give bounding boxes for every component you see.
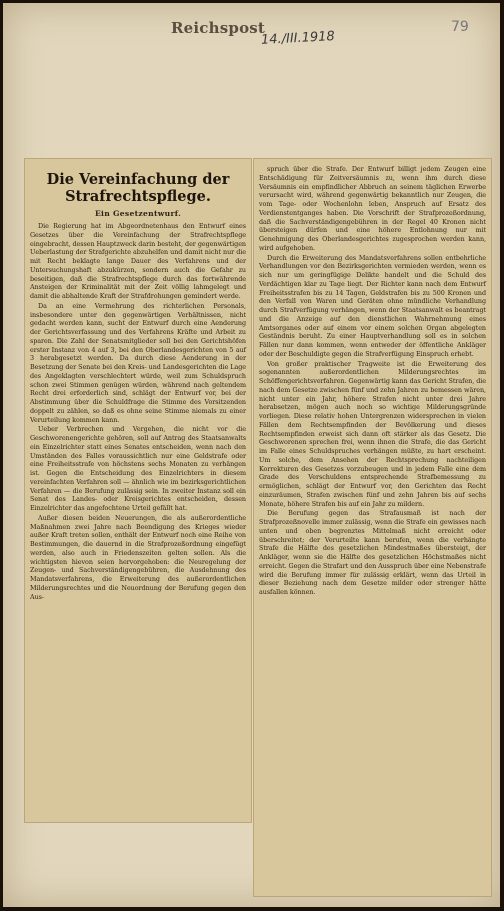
paragraph: spruch über die Strafe. Der Entwurf billigt jedem Zeugen eine Entschädigung für Zeitversäumnis zu, wenn ihm durch diese Versäumnis ein empfindlicher Abbruch an seinem täglichen Erwerbe verursacht wird, während gegenwärtig bekanntlich nur Zeugen, die vom Tage- oder Wochenlohn leben, Anspruch auf Ersatz des Verdienstentganges haben. Die Vorschrift der Strafprozeßordnung, daß die Sachverständigengebühren in der Regel 40 Kronen nicht übersteigen dürfen und eine höhere Entlohnung nur mit Genehmigung des Oberlandesgerichtes zugesprochen werden kann, wird aufgehoben. <box>259 165 486 252</box>
paragraph: Da an eine Vermehrung des richterlichen Personals, insbesondere unter den gegenwärtigen Verhältnissen, nicht gedacht werden kann, sucht der Entwurf durch eine Aenderung der Gerichtsverfassung und des Verfahrens Kräfte und Arbeit zu sparen. Die Zahl der Senatsmitglieder soll bei den Gerichtshöfen erster Instanz von 4 auf 3, bei den Oberlandesgerichten von 5 auf 3 herabgesetzt werden. Da durch diese Aenderung in der Besetzung der Senate bei den Kreis- und Landesgerichten die Lage des Angeklagten verschlechtert würde, weil zum Schuldspruch schon zwei Stimmen genügen würden, während nach geltendem Recht drei erforderlich sind, schlägt der Entwurf vor, bei der Abstimmung über die Schuldfrage die Stimme des Vorsitzenden doppelt zu zählen, so daß es ohne seine Stimme niemals zu einer Verurteilung kommen kann. <box>30 301 246 424</box>
clipping-right-column <box>254 159 491 896</box>
article-subtitle: Ein Gesetzentwurf. <box>94 209 182 218</box>
paragraph: Außer diesen beiden Neuerungen, die als außerordentliche Maßnahmen zwei Jahre nach Beendigung des Krieges wieder außer Kraft treten sollen, enthält der Entwurf noch eine Reihe von Bestimmungen, die dauernd in die Strafprozeßordnung eingefügt werden, also auch in Friedenszeiten gelten sollen. Als die wichtigsten hievon seien hervorgehoben: die Neuregelung der Zeugen- und Sachverständigengebühren, die Ausdehnung des Mandatsverfahrens, die Erweiterung des außerordentlichen Milderungsrechtes und die Neuordnung der Berufung gegen den Aus- <box>30 513 246 601</box>
left-column-text <box>25 222 251 601</box>
newspaper-masthead: Reichspost <box>171 19 266 37</box>
article-title: Die Vereinfachung der Strafrechtspflege. <box>46 171 230 205</box>
paragraph: Die Regierung hat im Abgeordnetenhaus den Entwurf eines Gesetzes über die Vereinfachung der Strafrechtspflege eingebracht, dessen Hauptzweck darin besteht, der gegenwärtigen Ueberlastung der Strafgerichte abzuhelfen und damit nicht nur die mit Recht beklagte lange Dauer des Verfahrens und der Untersuchungshaft abzukürzen, sondern auch die Gefahr zu beseitigen, daß die Strafrechtspflege durch das fortwährende Ansteigen der Kriminalität mit der Zeit völlig lahmgelegt und damit die abhaltende Kraft der Strafdrohungen gemindert werde. <box>30 222 246 300</box>
paragraph: Ueber Verbrechen und Vergehen, die nicht vor die Geschworenengerichte gehören, soll auf Antrag des Staatsanwalts ein Einzelrichter statt eines Senates entscheiden, wenn nach den Umständen des Falles voraussichtlich nur eine Geldstrafe oder eine Freiheitsstrafe von höchstens sechs Monaten zu verhängen ist. Gegen die Entscheidung des Einzelrichters in diesem vereinfachten Verfahren soll — ähnlich wie im bezirksgerichtlichen Verfahren — die Berufung zulässig sein. In zweiter Instanz soll ein Senat des Landes- oder Kreisgerichtes entscheiden, dessen Einzelrichter das angefochtene Urteil gefällt hat. <box>30 425 246 512</box>
handwritten-date: 14./III.1918 <box>260 29 336 48</box>
paragraph: Von großer praktischer Tragweite ist die Erweiterung des sogenannten außerordentlichen Milderungsrechtes im Schöffengerichtsverfahren. Gegenwärtig kann das Gericht Strafen, die nach dem Gesetze zwischen fünf und zehn Jahren zu bemessen wären, nicht unter ein Jahr, höhere Strafen nicht unter drei Jahre herabsetzen, mögen auch noch so wichtige Milderungsgründe vorliegen. Diese relativ hohen Untergrenzen widersprechen in vielen Fällen dem Rechtsempfinden der Bevölkerung und dieses Rechtsempfinden erweist sich dann oft stärker als das Gesetz. Die Geschworenen sprechen frei, wenn ihnen die Strafe, die das Gericht im Falle eines Schuldspruches verhängen müßte, zu hart erscheint. Um solche, dem Ansehen der Rechtsprechung nachteiligen Korrekturen des Gesetzes vorzubeugen und in jedem Falle eine dem Grade des Verschuldens entsprechende Strafbemessung zu ermöglichen, schlägt der Entwurf vor, den Gerichten das Recht einzuräumen, Strafen zwischen fünf und zehn Jahren bis auf sechs Monate, höhere Strafen bis auf ein Jahr zu mildern. <box>259 359 486 508</box>
paragraph: Durch die Erweiterung des Mandatsverfahrens sollen entbehrliche Verhandlungen vor den Bezirksgerichten vermieden werden, wenn es sich nur um geringfügige Delikte handelt und die Schuld des Verdächtigen klar zu Tage liegt. Der Richter kann nach dem Entwurf Freiheitsstrafen bis zu 14 Tagen, Geldstrafen bis zu 500 Kronen und den Verfall von Waren und Geräten ohne mündliche Verhandlung durch Strafverfügung verhängen, wenn der Staatsanwalt es beantragt und die Anzeige auf den dienstlichen Wahrnehmung eines Amtsorganes oder auf einem vor einem solchen Organ abgelegten Geständnis beruht. Zu einer Hauptverhandlung soll es in solchen Fällen nur dann kommen, wenn entweder der öffentliche Ankläger oder der Beschuldigte gegen die Strafverfügung Einspruch erhebt. <box>259 253 486 358</box>
right-column-text <box>254 159 491 597</box>
clipping-left-column <box>25 159 251 822</box>
archive-page <box>3 3 500 907</box>
paragraph: Die Berufung gegen das Strafausmaß ist nach der Strafprozeßnovelle immer zulässig, wenn die Strafe ein gewisses nach unten und oben begrenztes Mittelmaß nicht erreicht oder überschreitet; der Verurteilte kann berufen, wenn die verhängte Strafe die Hälfte des gesetzlichen Mindestmaßes übersteigt, der Ankläger, wenn sie die Hälfte des gesetzlichen Höchstmaßes nicht erreicht. Gegen die Strafart und den Ausspruch über eine Nebenstrafe wird die Berufung immer für zulässig erklärt, wenn das Urteil in dieser Beziehung nach dem Gesetze milder oder strenger hätte ausfallen können. <box>259 509 486 596</box>
page-number: 79 <box>451 19 469 35</box>
